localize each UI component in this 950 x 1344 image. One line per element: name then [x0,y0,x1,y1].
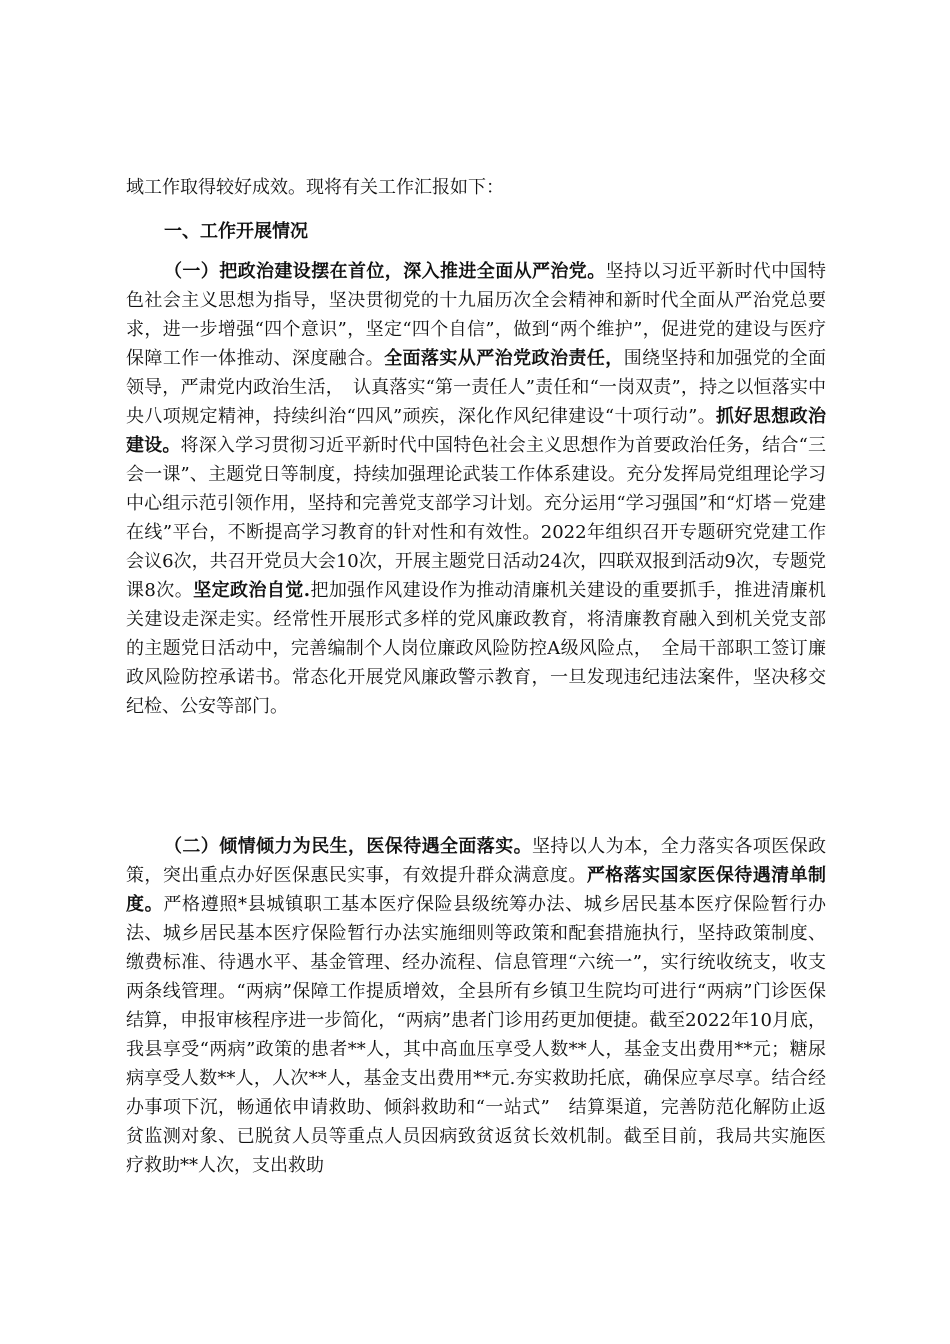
paragraph-2-title: （二）倾情倾力为民生，医保待遇全面落实。 [164,836,532,857]
section-heading: 一、工作开展情况 [164,221,308,242]
paragraph-2-text-1: 坚持以人为本，全力落实各项医保政策，突出重点办好医保惠民实事，有效提升群众满意度。 [126,836,826,886]
paragraph-2-bold-1: 严格落实国家医保待遇清单制度。 [126,865,827,915]
paragraph-2-text-2: 严格遵照*县城镇职工基本医疗保险县级统筹办法、城乡居民基本医疗保险暂行办法、城乡居民基本医疗保险暂行办法实施细则等政策和配套措施执行，坚持政策制度、缴费标准、待遇水平、基金管理、经办流程、信息管理“六统一”，实行统收统支，收支两条线管理。“两病”保障工作提质增效，全县所有乡镇卫生院均可进行“两病”门诊医保结算，申报审核程序进一步简化，“两病”患者门诊用药更加便捷。截至2022年10月底，我县享受“两病”政策的患者**人，其中高血压享受人数**人，基金支出费用**元；糖尿病享受人数**人，人次**人，基金支出费用**元.夯实救助托底，确保应享尽享。结合经办事项下沉，畅通依申请救助、倾斜救助和“一站式” 结算渠道，完善防范化解防止返贫监测对象、已脱贫人员等重点人员因病致贫返贫长效机制。截至目前，我局共实施医疗救助**人次，支出救助 [126,894,827,1176]
paragraph-1-text-4: 把加强作风建设作为推动清廉机关建设的重要抓手，推进清廉机关建设走深走实。经常性开展形式多样的党风廉政教育，将清廉教育融入到机关党支部的主题党日活动中，完善编制个人岗位廉政风险防控A级风险点， 全局干部职工签订廉政风险防控承诺书。常态化开展党风廉政警示教育，一旦发现违纪违法案件，坚决移交纪检、公安等部门。 [126,580,826,717]
paragraph-2 [126,832,826,1180]
paragraph-1-title: （一）把政治建设摆在首位，深入推进全面从严治党。 [164,261,606,282]
paragraph-1-text-3: 将深入学习贯彻习近平新时代中国特色社会主义思想作为首要政治任务，结合“三会一课”、主题党日等制度，持续加强理论武装工作体系建设。充分发挥局党组理论学习中心组示范引领作用，坚持和完善党支部学习计划。充分运用“学习强国”和“灯塔－党建在线”平台，不断提高学习教育的针对性和有效性。2022年组织召开专题研究党建工作会议6次，共召开党员大会10次，开展主题党日活动24次，四联双报到活动9次，专题党课8次。 [126,435,827,601]
paragraph-1 [126,257,826,721]
paragraph-1-text-2: 围绕坚持和加强党的全面领导，严肃党内政治生活， 认真落实“第一责任人”责任和“一岗双责”，持之以恒落实中央八项规定精神，持续纠治“四风”顽疾，深化作风纪律建设“十项行动”。 [126,348,827,427]
paragraph-1-bold-3: 坚定政治自觉. [193,580,311,601]
intro-line: 域工作取得较好成效。现将有关工作汇报如下： [126,177,504,198]
paragraph-1-bold-1: 全面落实从严治党政治责任， [384,348,624,369]
paragraph-1-text-1: 坚持以习近平新时代中国特色社会主义思想为指导，坚决贯彻党的十九届历次全会精神和新时代全面从严治党总要求，进一步增强“四个意识”，坚定“四个自信”，做到“两个维护”，促进党的建设与医疗保障工作一体推动、深度融合。 [126,261,827,369]
paragraph-1-bold-2: 抓好思想政治建设。 [126,406,826,456]
